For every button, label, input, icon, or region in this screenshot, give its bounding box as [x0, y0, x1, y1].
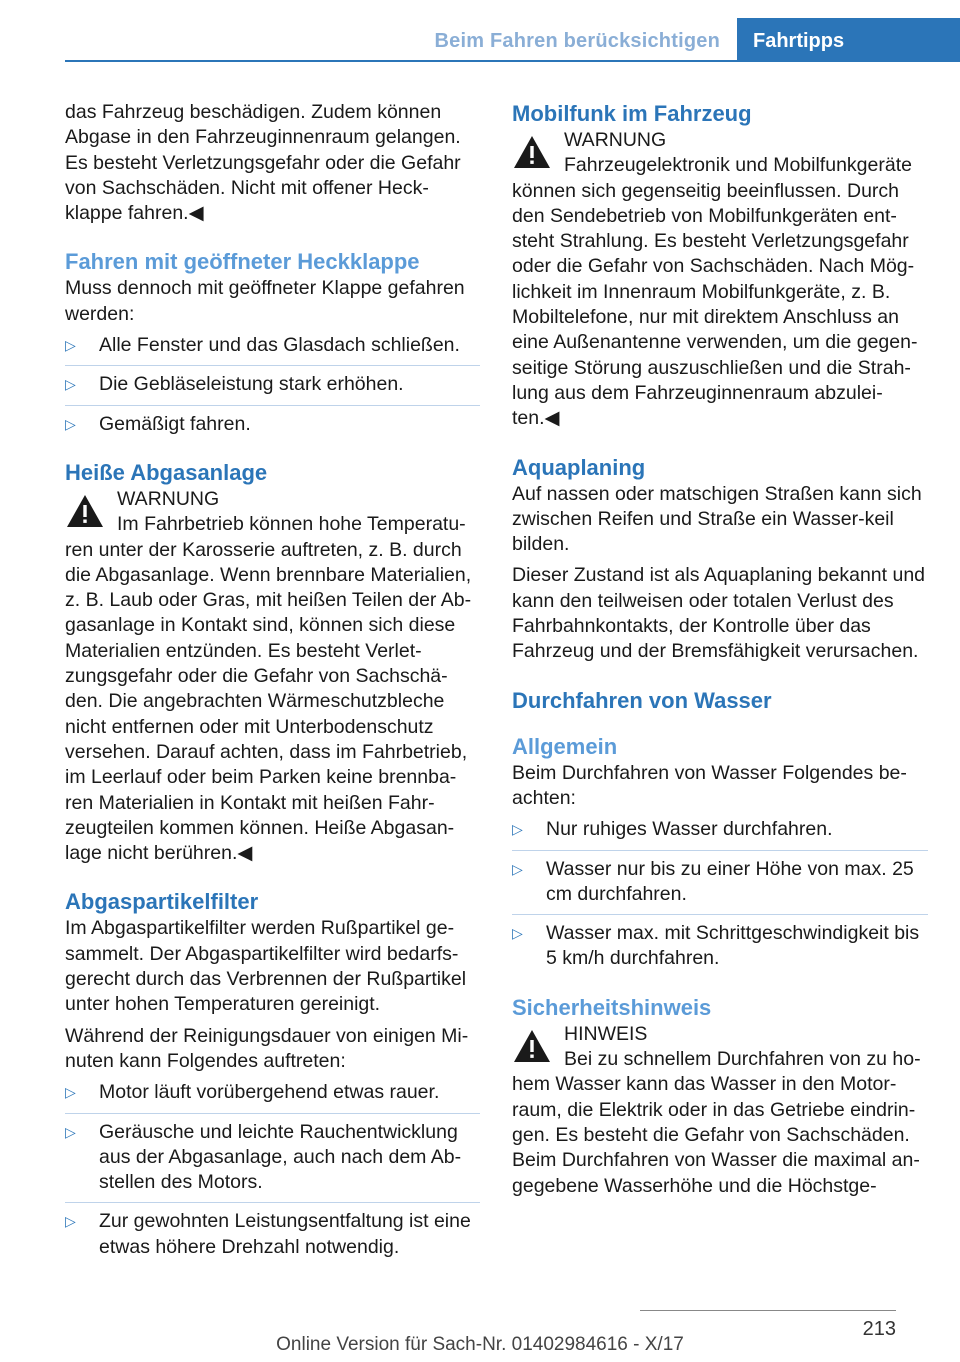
triangle-bullet-icon: ▷: [65, 1084, 76, 1101]
paragraph: Muss dennoch mit geöffneter Klappe gefahren werden:: [65, 277, 465, 325]
paragraph: Beim Durchfahren von Wasser Folgendes be-achten:: [512, 761, 907, 809]
triangle-bullet-icon: ▷: [65, 1123, 76, 1140]
section-title: Heiße Abgasanlage: [65, 459, 268, 485]
triangle-bullet-icon: ▷: [65, 415, 76, 432]
online-version-note: Online Version für Sach-Nr. 01402984616 - X/17: [276, 1334, 684, 1355]
divider: [65, 365, 480, 366]
paragraph: Dieser Zustand ist als Aquaplaning bekannt und kann den teilweisen oder totalen Verlust des Fahrbahnkontakts, der Kontrolle über das Fahrzeug und der Bremsfähigkeit verursachen.: [512, 564, 926, 663]
divider: [65, 1113, 480, 1114]
notice-text: Bei zu schnellem Durchfahren von zu ho-hem Wasser kann das Wasser in den Motor-raum, die Elektrik oder in das Getriebe eindrin-gen. Es besteht die Gefahr von Sachschäden. Beim Durchfahren von Wasser die maximal an-gegebene Wasserhöhe und die Höchstge-: [512, 1048, 921, 1197]
list-item: ▷ Zur gewohnten Leistungsentfaltung ist eine etwas höhere Drehzahl notwendig.: [65, 1209, 480, 1260]
triangle-bullet-icon: ▷: [512, 821, 523, 838]
intro-text: das Fahrzeug beschädigen. Zudem können Abgase in den Fahrzeuginnenraum gelangen. Es besteht Verletzungsgefahr oder die Gefahr von Sachschäden. Nicht mit offener Heck-klappe fahren.◀: [65, 101, 461, 225]
list-item: ▷ Nur ruhiges Wasser durchfahren.: [512, 817, 928, 842]
section-title: Fahren mit geöffneter Heckklappe: [65, 249, 420, 275]
warning-box: [512, 128, 928, 432]
list-item: ▷ Die Gebläseleistung stark erhöhen.: [65, 372, 480, 397]
paragraph: Auf nassen oder matschigen Straßen kann sich zwischen Reifen und Straße ein Wasser-keil bilden.: [512, 482, 922, 556]
list-item: ▷ Alle Fenster und das Glasdach schließen.: [65, 333, 480, 358]
notice-label: HINWEIS: [564, 1022, 648, 1045]
header-rule: [65, 60, 737, 62]
warning-triangle-icon: [512, 1028, 552, 1064]
page-header: [0, 0, 960, 62]
triangle-bullet-icon: ▷: [65, 337, 76, 354]
breadcrumb: Beim Fahren berücksichtigen: [434, 30, 720, 52]
subsection-title: Allgemein: [512, 733, 618, 759]
list-item: ▷ Wasser max. mit Schrittgeschwindigkeit bis 5 km/h durchfahren.: [512, 921, 928, 972]
section-title: Aquaplaning: [512, 454, 646, 480]
triangle-bullet-icon: ▷: [512, 860, 523, 877]
paragraph: Im Abgaspartikelfilter werden Rußpartikel ge-sammelt. Der Abgaspartikelfilter wird bedarfs-gerecht durch das Verbrennen der Rußpartikel unter hohen Temperaturen gereinigt.: [65, 917, 467, 1016]
triangle-bullet-icon: ▷: [65, 376, 76, 393]
warning-text: Fahrzeugelektronik und Mobilfunkgeräte können sich gegenseitig beeinflussen. Durch den Sendebetrieb von Mobilfunkgeräten ent-steht Strahlung. Es besteht Verletzungsgefahr oder die Gefahr von Sachschäden. Nach Mög-lichkeit im Innenraum Mobilfunkgeräte, z. B. Mobiltelefone, nur mit direktem Anschluss an eine Außenantenne verwenden, um die gegen-seitige Störung auszuschließen und die Strah-lung aus dem Fahrzeuginnenraum abzulei-ten.◀: [512, 154, 918, 430]
warning-text: Im Fahrbetrieb können hohe Temperatu-ren unter der Karosserie auftreten, z. B. durch die Abgasanlage. Wenn brennbare Materialien, z. B. Laub oder Gras, mit heißen Teilen der Ab-gasanlage in Kontakt sind, können sich diese Materialien entzünden. Es besteht Verlet-zungsgefahr oder die Gefahr von Sachschä-den. Die angebrachten Wärmeschutzbleche nicht entfernen oder mit Unterbodenschutz versehen. Darauf achten, dass im Fahrbetrieb, im Leerlauf oder beim Parken keine brennba-ren Materialien in Kontakt mit heißen Fahr-zeugteilen kommen können. Heiße Abgasan-lage nicht berühren.◀: [65, 513, 472, 865]
chapter-tab: Fahrtipps: [737, 18, 960, 62]
list-item: ▷ Wasser nur bis zu einer Höhe von max. 25 cm durchfahren.: [512, 857, 928, 908]
section-title: Mobilfunk im Fahrzeug: [512, 101, 752, 126]
page-number: 213: [862, 1318, 896, 1340]
list-item: ▷ Gemäßigt fahren.: [65, 412, 480, 437]
divider: [65, 1202, 480, 1203]
notice-box: [512, 1022, 928, 1199]
triangle-bullet-icon: ▷: [512, 925, 523, 942]
warning-label: WARNUNG: [564, 129, 667, 151]
section-title: Durchfahren von Wasser: [512, 687, 772, 713]
left-column: [65, 100, 480, 1267]
list-item: ▷ Motor läuft vorübergehend etwas rauer.: [65, 1080, 480, 1105]
footer-rule: [640, 1310, 896, 1311]
list-item: ▷ Geräusche und leichte Rauchentwicklung aus der Abgasanlage, auch nach dem Ab-stellen des Motors.: [65, 1120, 480, 1196]
section-title: Abgaspartikelfilter: [65, 889, 259, 915]
divider: [65, 405, 480, 406]
warning-label: WARNUNG: [117, 487, 220, 510]
triangle-bullet-icon: ▷: [65, 1213, 76, 1230]
divider: [512, 850, 928, 851]
paragraph: Während der Reinigungsdauer von einigen Mi-nuten kann Folgendes auftreten:: [65, 1024, 469, 1072]
warning-box: [65, 487, 480, 866]
warning-triangle-icon: [512, 134, 552, 170]
warning-triangle-icon: [65, 493, 105, 529]
subsection-title: Sicherheitshinweis: [512, 994, 712, 1020]
divider: [512, 914, 928, 915]
right-column: [512, 100, 928, 1205]
